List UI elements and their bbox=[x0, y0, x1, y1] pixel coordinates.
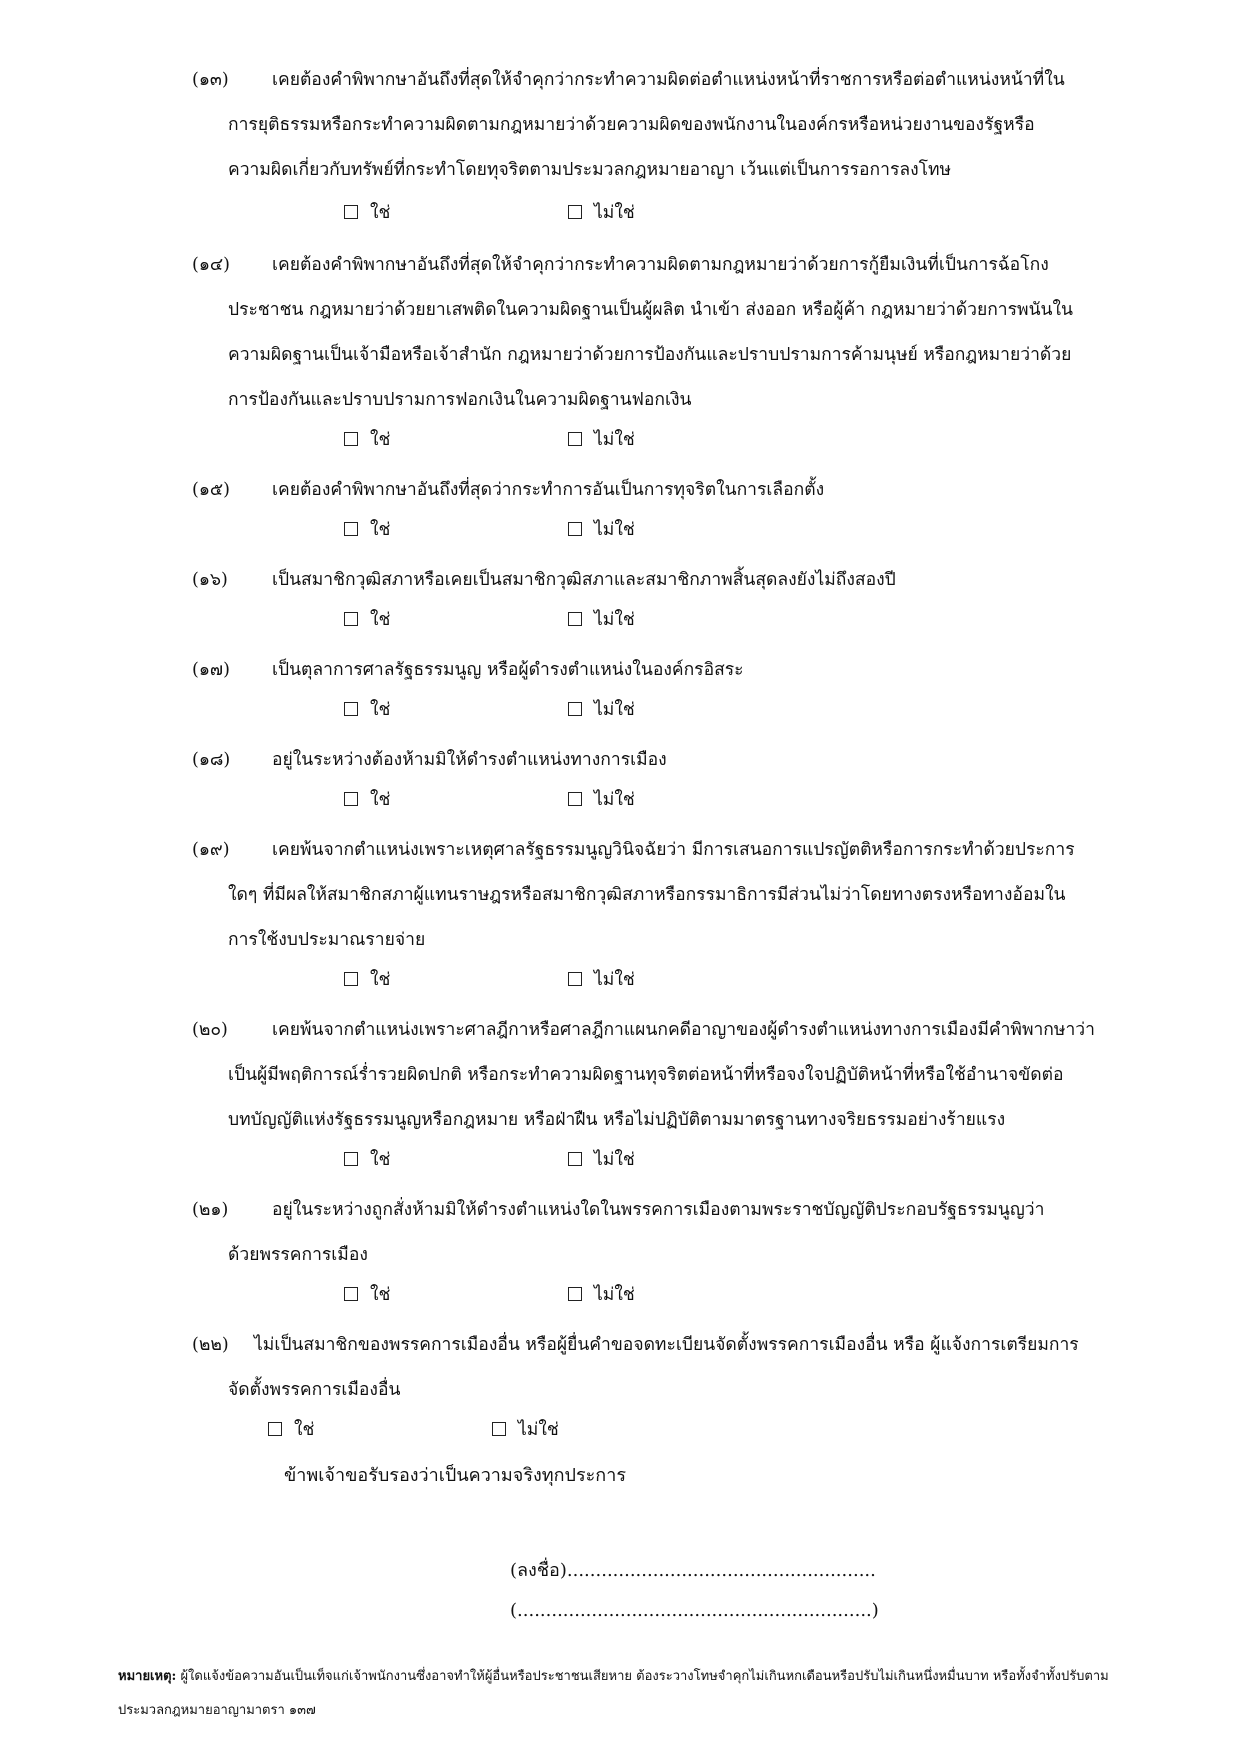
yes-option[interactable]: ใช่ bbox=[344, 965, 390, 995]
checkbox-yes[interactable] bbox=[344, 792, 358, 806]
yes-option[interactable]: ใช่ bbox=[268, 1415, 314, 1445]
yes-option[interactable]: ใช่ bbox=[344, 515, 390, 545]
certification-statement: ข้าพเจ้าขอรับรองว่าเป็นความจริงทุกประการ bbox=[284, 1465, 626, 1486]
item-number: (๑๕) bbox=[192, 480, 231, 500]
item-text: จัดตั้งพรรคการเมืองอื่น bbox=[228, 1380, 401, 1400]
footnote bbox=[118, 1660, 1128, 1728]
item-text: เคยพ้นจากตำแหน่งเพราะเหตุศาลรัฐธรรมนูญวินิจฉัยว่า มีการเสนอการแปรญัตติหรือการกระทำด้วยประการ bbox=[272, 840, 1075, 860]
checkbox-no[interactable] bbox=[492, 1422, 506, 1436]
item-22 bbox=[192, 1323, 1130, 1413]
item-text: เคยต้องคำพิพากษาอันถึงที่สุดให้จำคุกว่ากระทำความผิดต่อตำแหน่งหน้าที่ราชการหรือต่อตำแหน่งหน้าที่ใน bbox=[272, 70, 1065, 90]
item-20 bbox=[192, 1008, 1130, 1143]
item-17 bbox=[192, 648, 1130, 693]
checkbox-yes[interactable] bbox=[344, 522, 358, 536]
no-option[interactable]: ไม่ใช่ bbox=[568, 1145, 635, 1175]
item-text: ไม่เป็นสมาชิกของพรรคการเมืองอื่น หรือผู้ยื่นคำขอจดทะเบียนจัดตั้งพรรคการเมืองอื่น หรือ ผู้แจ้งการเตรียมการ bbox=[254, 1335, 1079, 1355]
checkbox-no[interactable] bbox=[568, 612, 582, 626]
yes-option[interactable]: ใช่ bbox=[344, 695, 390, 725]
item-number: (๑๙) bbox=[192, 840, 230, 860]
no-option[interactable]: ไม่ใช่ bbox=[568, 965, 635, 995]
yes-option[interactable]: ใช่ bbox=[344, 1145, 390, 1175]
item-text: เคยพ้นจากตำแหน่งเพราะศาลฎีกาหรือศาลฎีกาแผนกคดีอาญาของผู้ดำรงตำแหน่งทางการเมืองมีคำพิพากษาว่า bbox=[272, 1020, 1095, 1040]
item-text: อยู่ในระหว่างถูกสั่งห้ามมิให้ดำรงตำแหน่งใดในพรรคการเมืองตามพระราชบัญญัติประกอบรัฐธรรมนูญว่า bbox=[272, 1200, 1045, 1220]
footnote-text: ผู้ใดแจ้งข้อความอันเป็นเท็จแก่เจ้าพนักงานซึ่งอาจทำให้ผู้อื่นหรือประชาชนเสียหาย ต้องระวางโทษจำคุกไม่เกินหกเดือนหรือปรับไม่เกินหนึ่งหมื่นบาท หรือทั้งจำทั้งปรับตามประมวลกฎหมายอาญามาตรา ๑๓๗ bbox=[118, 1669, 1109, 1718]
yes-option[interactable]: ใช่ bbox=[344, 785, 390, 815]
item-text: ความผิดฐานเป็นเจ้ามือหรือเจ้าสำนัก กฎหมายว่าด้วยการป้องกันและปราบปรามการค้ามนุษย์ หรือกฎหมายว่าด้วย bbox=[228, 345, 1072, 365]
checkbox-yes[interactable] bbox=[344, 702, 358, 716]
item-text: การยุติธรรมหรือกระทำความผิดตามกฎหมายว่าด้วยความผิดของพนักงานในองค์กรหรือหน่วยงานของรัฐหรือ bbox=[228, 115, 1035, 135]
checkbox-yes[interactable] bbox=[268, 1422, 282, 1436]
item-text: การป้องกันและปราบปรามการฟอกเงินในความผิดฐานฟอกเงิน bbox=[228, 390, 692, 410]
no-option[interactable]: ไม่ใช่ bbox=[492, 1415, 559, 1445]
no-option[interactable]: ไม่ใช่ bbox=[568, 695, 635, 725]
checkbox-no[interactable] bbox=[568, 432, 582, 446]
item-number: (๒๐) bbox=[192, 1020, 228, 1040]
item-number: (๑๗) bbox=[192, 660, 230, 680]
no-option[interactable]: ไม่ใช่ bbox=[568, 785, 635, 815]
checkbox-no[interactable] bbox=[568, 702, 582, 716]
item-text: อยู่ในระหว่างต้องห้ามมิให้ดำรงตำแหน่งทางการเมือง bbox=[272, 750, 667, 770]
no-option[interactable]: ไม่ใช่ bbox=[568, 515, 635, 545]
checkbox-no[interactable] bbox=[568, 522, 582, 536]
no-option[interactable]: ไม่ใช่ bbox=[568, 198, 635, 228]
item-text: เป็นตุลาการศาลรัฐธรรมนูญ หรือผู้ดำรงตำแหน่งในองค์กรอิสระ bbox=[272, 660, 744, 680]
item-text: ใดๆ ที่มีผลให้สมาชิกสภาผู้แทนราษฎรหรือสมาชิกวุฒิสภาหรือกรรมาธิการมีส่วนไม่ว่าโดยทางตรงหรือทางอ้อมใน bbox=[228, 885, 1066, 905]
checkbox-no[interactable] bbox=[568, 205, 582, 219]
checkbox-yes[interactable] bbox=[344, 205, 358, 219]
signature-line[interactable]: (ลงชื่อ)...................................................... bbox=[510, 1560, 876, 1581]
checkbox-yes[interactable] bbox=[344, 1152, 358, 1166]
item-text: บทบัญญัติแห่งรัฐธรรมนูญหรือกฎหมาย หรือฝ่าฝืน หรือไม่ปฏิบัติตามมาตรฐานทางจริยธรรมอย่างร้ายแรง bbox=[228, 1110, 1006, 1130]
checkbox-no[interactable] bbox=[568, 1152, 582, 1166]
item-number: (๑๔) bbox=[192, 255, 231, 275]
item-number: (๑๘) bbox=[192, 750, 231, 770]
item-text: เคยต้องคำพิพากษาอันถึงที่สุดให้จำคุกว่ากระทำความผิดตามกฎหมายว่าด้วยการกู้ยืมเงินที่เป็นการฉ้อโกง bbox=[272, 255, 1049, 275]
item-number: (๑๖) bbox=[192, 570, 228, 590]
item-text: ความผิดเกี่ยวกับทรัพย์ที่กระทำโดยทุจริตตามประมวลกฎหมายอาญา เว้นแต่เป็นการรอการลงโทษ bbox=[228, 160, 952, 180]
item-15 bbox=[192, 468, 1130, 513]
yes-option[interactable]: ใช่ bbox=[344, 425, 390, 455]
checkbox-yes[interactable] bbox=[344, 1287, 358, 1301]
item-text: ประชาชน กฎหมายว่าด้วยยาเสพติดในความผิดฐานเป็นผู้ผลิต นำเข้า ส่งออก หรือผู้ค้า กฎหมายว่าด้วยการพนันใน bbox=[228, 300, 1074, 320]
yes-option[interactable]: ใช่ bbox=[344, 198, 390, 228]
item-text: เคยต้องคำพิพากษาอันถึงที่สุดว่ากระทำการอันเป็นการทุจริตในการเลือกตั้ง bbox=[272, 480, 825, 500]
printed-name-line[interactable]: (..............................................................) bbox=[510, 1600, 879, 1621]
yes-option[interactable]: ใช่ bbox=[344, 605, 390, 635]
checkbox-yes[interactable] bbox=[344, 432, 358, 446]
item-number: (๑๓) bbox=[192, 70, 229, 90]
item-21 bbox=[192, 1188, 1130, 1278]
checkbox-no[interactable] bbox=[568, 792, 582, 806]
item-text: เป็นผู้มีพฤติการณ์ร่ำรวยผิดปกติ หรือกระทำความผิดฐานทุจริตต่อหน้าที่หรือจงใจปฏิบัติหน้าที่หรือใช้อำนาจขัดต่อ bbox=[228, 1065, 1064, 1085]
item-18 bbox=[192, 738, 1130, 783]
footnote-label: หมายเหตุ: bbox=[118, 1669, 177, 1684]
item-text: เป็นสมาชิกวุฒิสภาหรือเคยเป็นสมาชิกวุฒิสภาและสมาชิกภาพสิ้นสุดลงยังไม่ถึงสองปี bbox=[272, 570, 896, 590]
checkbox-yes[interactable] bbox=[344, 972, 358, 986]
no-option[interactable]: ไม่ใช่ bbox=[568, 425, 635, 455]
item-text: ด้วยพรรคการเมือง bbox=[228, 1245, 368, 1265]
item-19 bbox=[192, 828, 1130, 963]
no-option[interactable]: ไม่ใช่ bbox=[568, 1280, 635, 1310]
item-13 bbox=[192, 58, 1130, 193]
checkbox-no[interactable] bbox=[568, 972, 582, 986]
item-text: การใช้งบประมาณรายจ่าย bbox=[228, 930, 426, 950]
item-number: (๒๑) bbox=[192, 1200, 229, 1220]
yes-option[interactable]: ใช่ bbox=[344, 1280, 390, 1310]
checkbox-yes[interactable] bbox=[344, 612, 358, 626]
item-14 bbox=[192, 243, 1130, 423]
item-16 bbox=[192, 558, 1130, 603]
checkbox-no[interactable] bbox=[568, 1287, 582, 1301]
no-option[interactable]: ไม่ใช่ bbox=[568, 605, 635, 635]
item-number: (๒๒) bbox=[192, 1335, 229, 1355]
